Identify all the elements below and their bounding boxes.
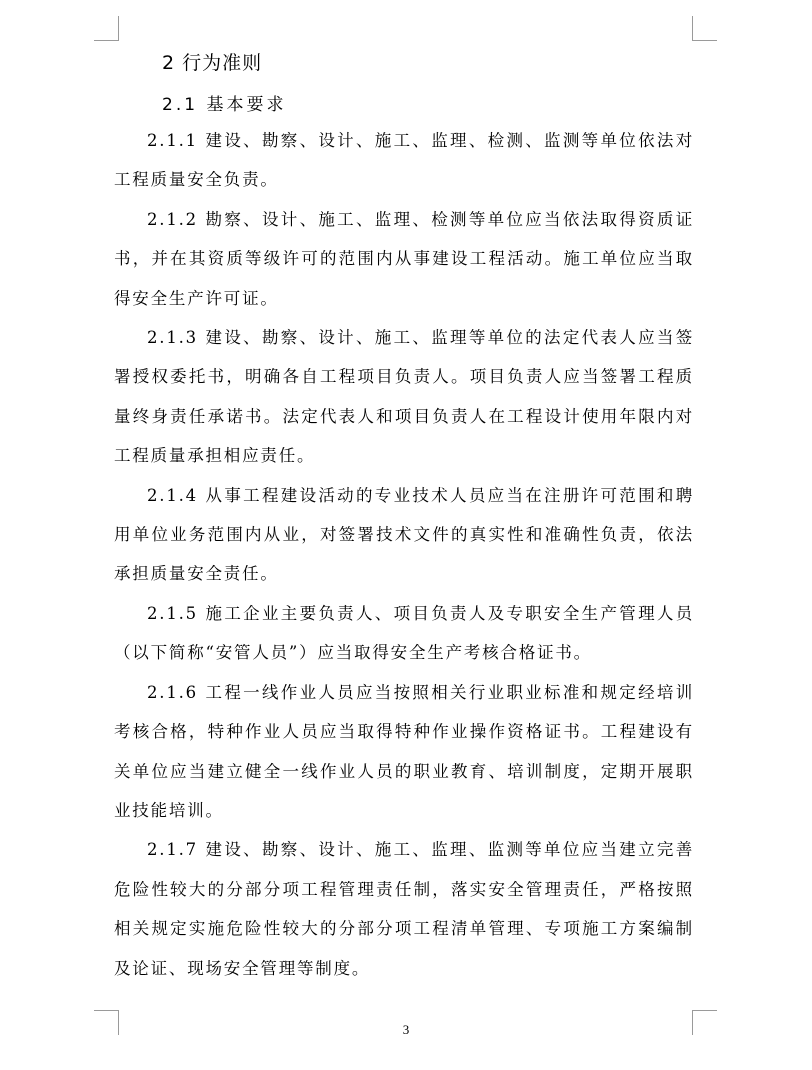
section-heading: 2 行为准则 — [162, 52, 263, 74]
paragraph-2-1-1: 2.1.1 建设、勘察、设计、施工、监理、检测、监测等单位依法对工程质量安全负责。 — [114, 131, 694, 190]
paragraph-2-1-6: 2.1.6 工程一线作业人员应当按照相关行业职业标准和规定经培训考核合格，特种作业人员应当取得特种作业操作资格证书。工程建设有关单位应当建立健全一线作业人员的职业教育、培训制度，定期开展职业技能培训。 — [114, 682, 694, 820]
paragraph-2-1-5: 2.1.5 施工企业主要负责人、项目负责人及专职安全生产管理人员（以下简称“安管人员”）应当取得安全生产考核合格证书。 — [114, 603, 694, 663]
document-body — [114, 121, 694, 988]
page-number: 3 — [402, 1022, 410, 1037]
paragraph-2-1-7: 2.1.7 建设、勘察、设计、施工、监理、监测等单位应当建立完善危险性较大的分部分项工程管理责任制，落实安全管理责任，严格按照相关规定实施危险性较大的分部分项工程清单管理、专项施工方案编制及论证、现场安全管理等制度。 — [114, 840, 694, 978]
crop-mark-top-right — [692, 16, 717, 41]
paragraph-2-1-3: 2.1.3 建设、勘察、设计、施工、监理等单位的法定代表人应当签署授权委托书，明确各自工程项目负责人。项目负责人应当签署工程质量终身责任承诺书。法定代表人和项目负责人在工程设计使用年限内对工程质量承担相应责任。 — [114, 328, 694, 466]
paragraph-2-1-2: 2.1.2 勘察、设计、施工、监理、检测等单位应当依法取得资质证书，并在其资质等级许可的范围内从事建设工程活动。施工单位应当取得安全生产许可证。 — [114, 209, 694, 308]
paragraph-2-1-4: 2.1.4 从事工程建设活动的专业技术人员应当在注册许可范围和聘用单位业务范围内从业，对签署技术文件的真实性和准确性负责，依法承担质量安全责任。 — [114, 485, 694, 584]
crop-mark-top-left — [94, 16, 119, 41]
subsection-heading: 2.1 基本要求 — [162, 95, 287, 115]
